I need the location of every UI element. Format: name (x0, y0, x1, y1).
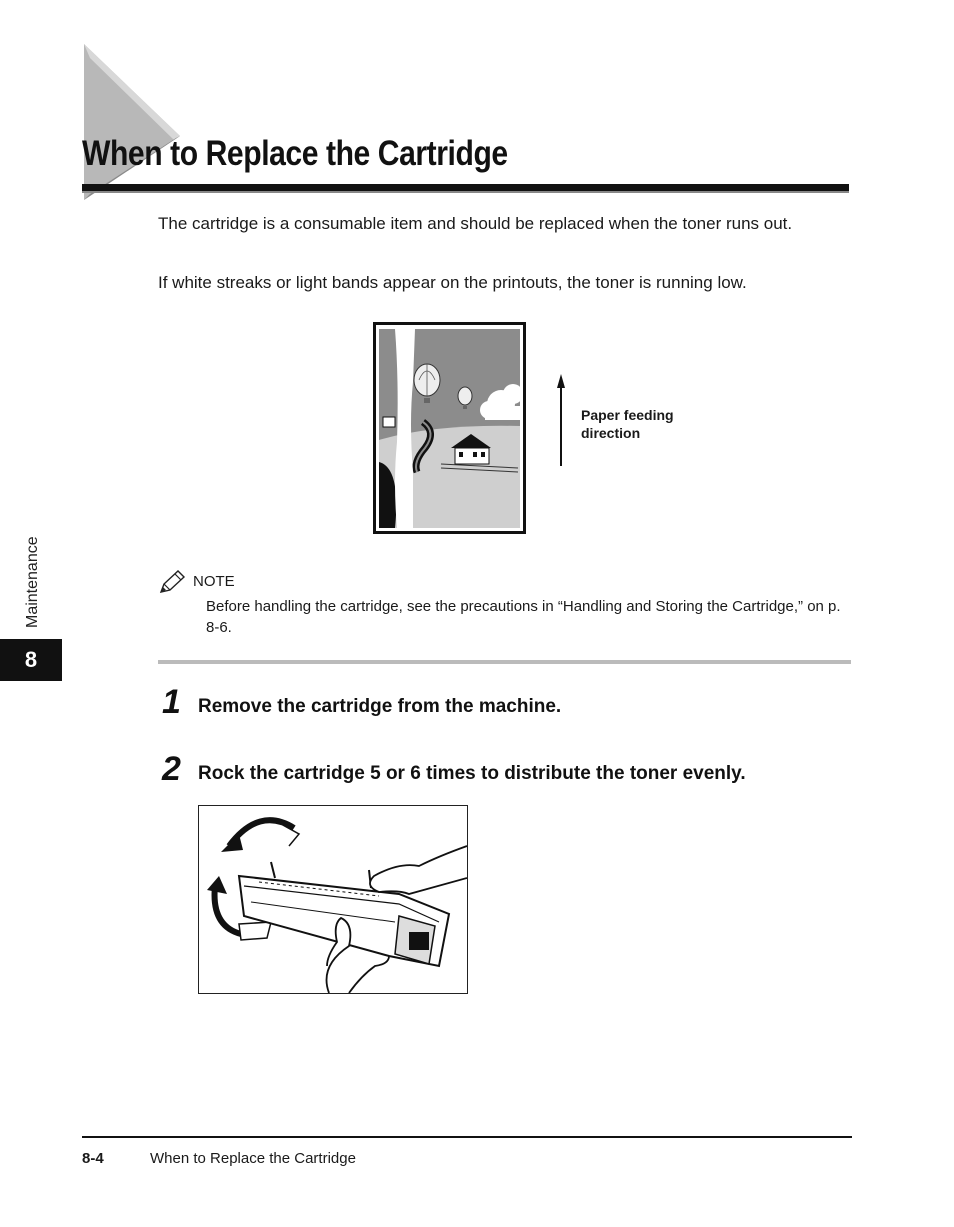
rocking-cartridge-illustration (198, 805, 468, 994)
arrow-label-line: Paper feeding (581, 407, 674, 423)
page-title: When to Replace the Cartridge (82, 134, 508, 173)
step-text: Rock the cartridge 5 or 6 times to distribute the toner evenly. (198, 763, 746, 784)
intro-paragraph: The cartridge is a consumable item and should be replaced when the toner runs out. (158, 214, 793, 233)
arrow-up-icon (552, 374, 570, 469)
white-streak-printout-illustration (373, 322, 526, 534)
title-triangle-icon (82, 44, 182, 202)
note-text: Before handling the cartridge, see the precautions in “Handling and Storing the Cartridge,” on p. 8-6. (206, 598, 841, 636)
note-label: NOTE (193, 573, 235, 590)
chapter-tab: 8 (0, 639, 62, 681)
step-text: Remove the cartridge from the machine. (198, 696, 562, 717)
footer-title: When to Replace the Cartridge (150, 1150, 356, 1167)
footer-rule (82, 1136, 852, 1138)
title-rule-shadow (82, 191, 849, 193)
paper-feeding-direction-label (581, 406, 721, 442)
page-number: 8-4 (82, 1150, 104, 1167)
side-section-label: Maintenance (24, 536, 41, 628)
pencil-icon (158, 569, 186, 595)
title-rule (82, 184, 849, 191)
step-number: 2 (162, 750, 181, 788)
section-divider (158, 660, 851, 664)
step-number: 1 (162, 683, 181, 721)
intro-paragraph: If white streaks or light bands appear on the printouts, the toner is running low. (158, 273, 747, 292)
arrow-label-line: direction (581, 425, 641, 441)
